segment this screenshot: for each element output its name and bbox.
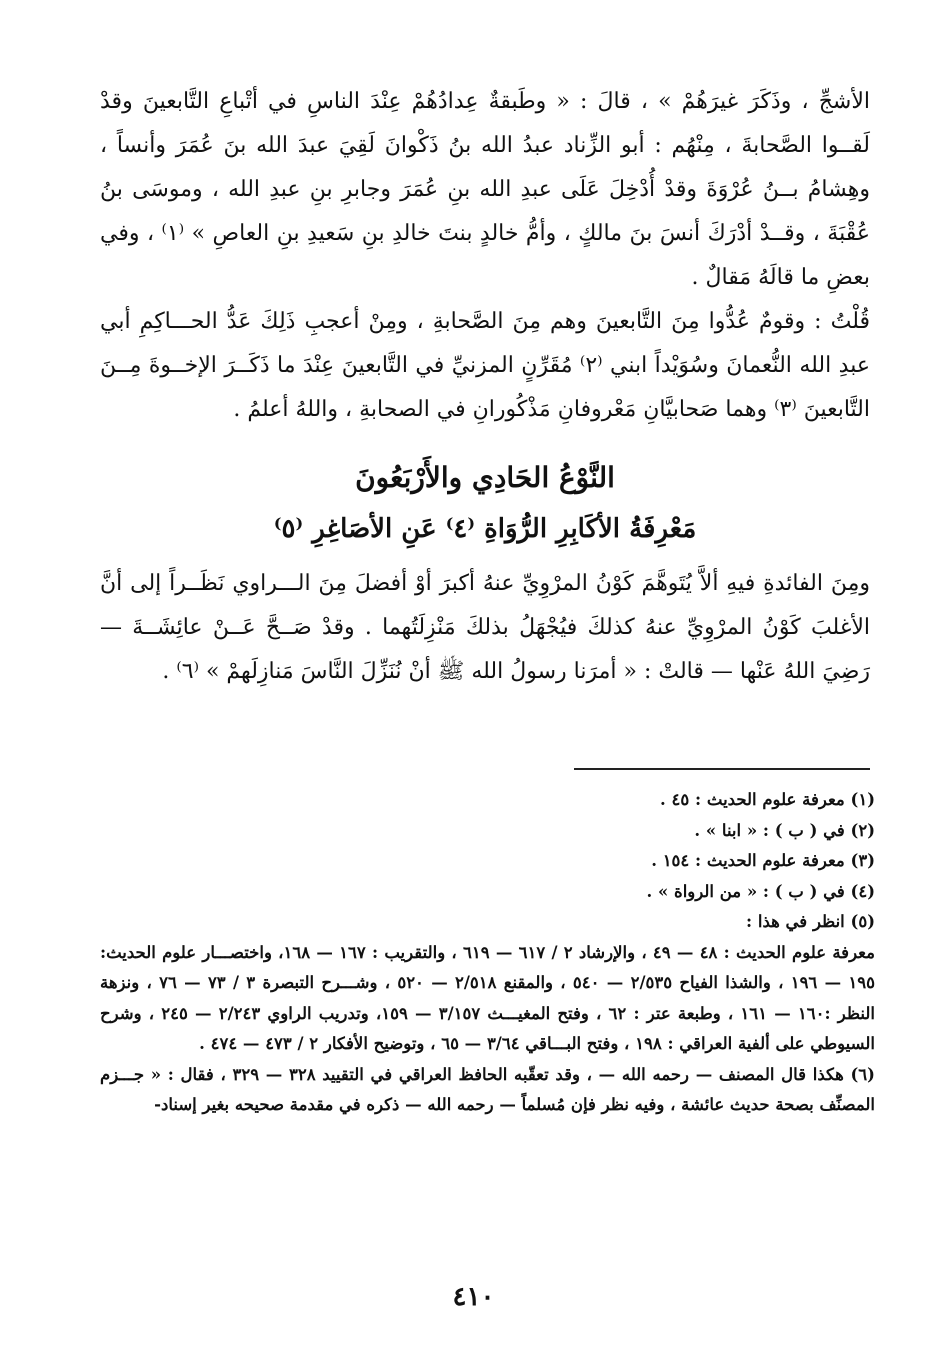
paragraph-qultu: قُلْتُ : وقومٌ عُدُّوا مِنَ التَّابعينَ وهم مِنَ الصَّحابةِ ، ومِنْ أعجبِ ذَلِكَ عَدُّ الحـــاكِمِ أبي عبدِ الله النُّعمانَ وسُوَيْداً ابني ⁽٢⁾ مُقَرِّنٍ المزنيِّ في التَّابعينَ عِنْدَ ما ذَكَــرَ الإخــوةَ مِــنَ التَّابعينَ ⁽٣⁾ وهما صَحابيَّانِ مَعْروفانِ مَذْكُورانِ في الصحابةِ ، واللهُ أعلمُ . bbox=[100, 309, 870, 422]
chapter-title: النَّوْعُ الحَادِي والأَرْبَعُونَ bbox=[355, 461, 615, 494]
chapter-heading bbox=[100, 452, 870, 554]
footnotes bbox=[100, 785, 875, 1121]
footnote-2: (٢) في ( ب ) : « ابنا » . bbox=[694, 820, 875, 840]
footnote-separator bbox=[574, 768, 870, 770]
paragraph-fawaid: ومِنَ الفائدةِ فيهِ ألاَّ يُتَوهَّمَ كَوْنُ المرْوِيِّ عنهُ أكبرَ أوْ أفضلَ مِنَ الـــراوي نَظَــراً إلى أنَّ الأغلبَ كَوْنُ المرْوِيِّ عنهُ كذلكَ فيُجْهَلُ بذلكَ مَنْزِلَتُهما . وقدْ صَــحَّ عَــنْ عائِشَــةَ — رَضِيَ اللهُ عَنْها — قالتْ : « أمرَنا رسولُ الله ﷺ أنْ نُنَزِّلَ النَّاسَ مَنازِلَهمْ » ⁽٦⁾ . bbox=[100, 571, 870, 684]
chapter-subtitle: مَعْرِفَةُ الأكَابِرِ الرُّوَاةِ ⁽٤⁾ عَنِ الأصَاغِرِ ⁽٥⁾ bbox=[273, 514, 697, 544]
footnote-6: (٦) هكذا قال المصنف — رحمه الله — ، وقد تعقّبه الحافظ العراقي في التقييد ٣٢٨ — ٣٢٩ ، فقال : « جـــزم المصنِّف بصحة حديث عائشة ، وفيه نظر فإن مُسلماً — رحمه الله — ذكره في مقدمة صحيحه بغير إسناد- bbox=[100, 1064, 875, 1114]
footnote-5-head: (٥) انظر في هذا : bbox=[746, 912, 875, 931]
footnote-1: (١) معرفة علوم الحديث : ٤٥ . bbox=[660, 790, 875, 809]
footnote-3: (٣) معرفة علوم الحديث : ١٥٤ . bbox=[651, 851, 875, 870]
page-number: ٤١٠ bbox=[452, 1282, 495, 1312]
main-text bbox=[100, 80, 870, 694]
footnote-5-body: معرفة علوم الحديث : ٤٨ — ٤٩ ، والإرشاد ٢ / ٦١٧ — ٦١٩ ، والتقريب : ١٦٧ — ١٦٨، واختصـــار علوم الحديث: ١٩٥ — ١٩٦ ، والشذا الفياح ٢/٥٣٥ — ٥٤٠ ، والمقنع ٢/٥١٨ — ٥٢٠ ، وشـــرح التبصرة ٣ / ٧٣ — ٧٦ ، ونزهة النظر :١٦٠ — ١٦١ ، وطبعة عتر : ٦٢ ، وفتح المغيـــث ٣/١٥٧ — ١٥٩، وتدريب الراوي ٢/٢٤٣ — ٢٤٥ ، وشرح السيوطي على ألفية العراقي : ١٩٨ ، وفتح البـــاقي ٣/٦٤ — ٦٥ ، وتوضيح الأفكار ٢ / ٤٧٣ — ٤٧٤ . bbox=[100, 942, 875, 1053]
footnote-4: (٤) في ( ب ) : « من الرواة » . bbox=[646, 881, 875, 901]
paragraph-tabiin-list: الأشجِّ ، وذَكَرَ غيرَهُمْ » ، قالَ : « وطَبقةٌ عِدادُهُمْ عِنْدَ الناسِ في أتْباعِ التَّابعينَ وقدْ لَقــوا الصَّحابةَ ، مِنْهُم : أبو الزِّناد عبدُ الله بنُ ذَكْوانَ لَقِيَ عبدَ الله بنَ عُمَرَ وأنساً ، وهِشامُ بــنُ عُرْوَةَ وقدْ أُدْخِلَ عَلَى عبدِ الله بنِ عُمَرَ وجابرِ بنِ عبدِ الله ، وموسَى بنُ عُقْبَةَ ، وقــدْ أدْرَكَ أنسَ بنَ مالكٍ ، وأمُّ خالدٍ بنتَ خالدِ بنِ سَعيدِ بنِ العاصِ » ⁽١⁾ ، وفي بعضِ ما قالَهُ مَقالٌ . bbox=[100, 89, 870, 290]
